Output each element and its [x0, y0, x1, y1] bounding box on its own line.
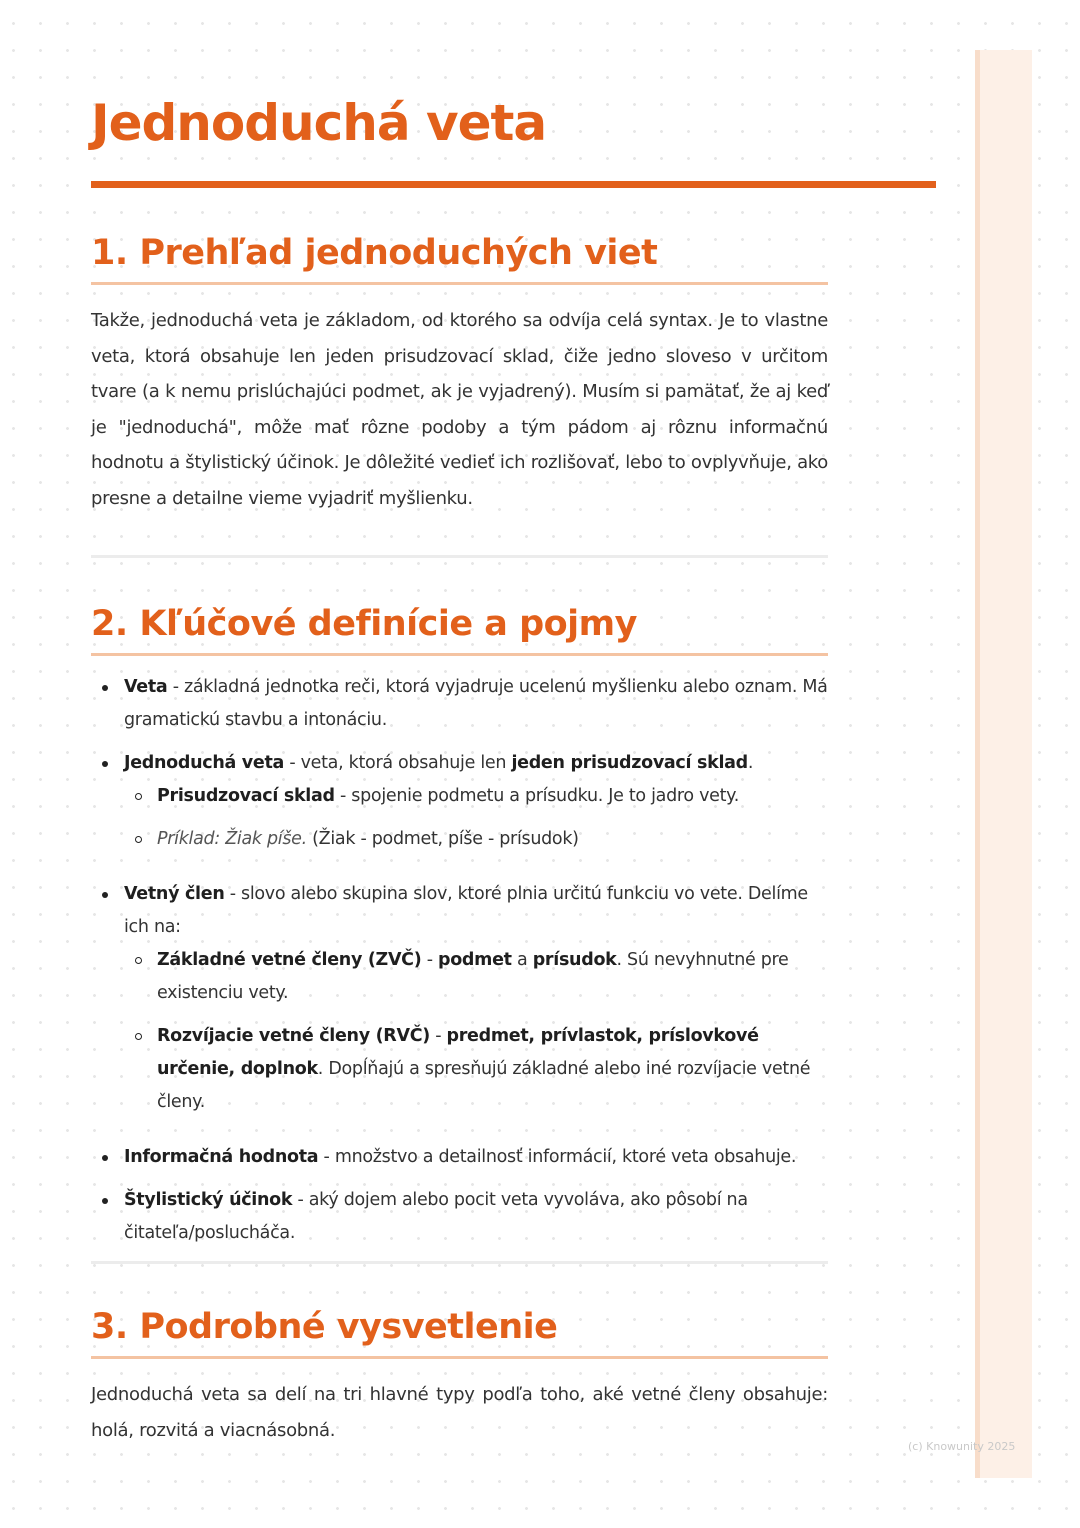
copyright-notice: (c) Knowunity 2025: [908, 1440, 1016, 1453]
term-description: - množstvo a detailnosť informácií, ktoré veta obsahuje.: [318, 1147, 797, 1167]
section-definitions: [91, 603, 828, 1250]
term-label: Veta: [124, 677, 168, 697]
list-item: [91, 878, 828, 1119]
document-title: Jednoduchá veta: [91, 94, 547, 152]
term-description-end: .: [747, 753, 754, 773]
section-divider: [91, 555, 828, 558]
term-description: . Dopĺňajú a spresňujú základné alebo iné rozvíjacie vetné členy.: [157, 1059, 811, 1112]
term-label: Vetný člen: [124, 884, 225, 904]
term-label: Jednoduchá veta: [124, 753, 285, 773]
term-emphasis: jeden prisudzovací sklad: [511, 753, 748, 773]
list-item: [91, 671, 828, 737]
title-underline: [91, 181, 936, 188]
definitions-list: [91, 671, 828, 1250]
term-connector: a: [511, 950, 533, 970]
sub-list-item: [124, 780, 828, 813]
list-item: [91, 1141, 828, 1174]
term-emphasis: prísudok: [532, 950, 617, 970]
section-paragraph: Takže, jednoduchá veta je základom, od ktorého sa odvíja celá syntax. Je to vlastne veta, ktorá obsahuje len jeden prisudzovací sklad, čiže jedno sloveso v určitom tvare (a k nemu prislúchajúci podmet, ak je vyjadrený). Musím si pamätať, že aj keď je "jednoduchá", môže mať rôzne podoby a tým pádom aj rôznu informačnú hodnotu a štylistický účinok. Je dôležité vedieť ich rozlišovať, lebo to ovplyvňuje, ako presne a detailne vieme vyjadriť myšlienku.: [91, 310, 828, 509]
section-paragraph: Jednoduchá veta sa delí na tri hlavné typy podľa toho, aké vetné členy obsahuje: holá, rozvitá a viacnásobná.: [91, 1384, 828, 1441]
example-explanation: (Žiak - podmet, píše - prísudok): [306, 829, 579, 849]
term-label: Rozvíjacie vetné členy (RVČ): [157, 1026, 430, 1046]
term-description: - základná jednotka reči, ktorá vyjadruje ucelenú myšlienku alebo oznam. Má gramatickú stavbu a intonáciu.: [124, 677, 828, 730]
sub-list-item: [124, 944, 828, 1010]
list-item: [91, 1184, 828, 1250]
sub-list-item: [124, 823, 828, 856]
term-label: Základné vetné členy (ZVČ): [157, 950, 422, 970]
term-label: Štylistický účinok: [124, 1190, 293, 1210]
term-description: - spojenie podmetu a prísudku. Je to jadro vety.: [334, 786, 739, 806]
section-heading-underline: [91, 653, 828, 656]
section-explanation: [91, 1306, 828, 1448]
term-label: Informačná hodnota: [124, 1147, 319, 1167]
section-heading-underline: [91, 1356, 828, 1359]
section-heading: 1. Prehľad jednoduchých viet: [91, 233, 658, 273]
term-description: - aký dojem alebo pocit veta vyvoláva, ako pôsobí na čitateľa/poslucháča.: [124, 1190, 748, 1243]
term-description: . Sú nevyhnutné pre existenciu vety.: [157, 950, 789, 1003]
term-separator: -: [421, 950, 438, 970]
term-emphasis: podmet: [437, 950, 512, 970]
term-label: Prisudzovací sklad: [157, 786, 335, 806]
sub-list: [124, 944, 828, 1119]
example-text: Príklad: Žiak píše.: [157, 829, 307, 849]
sub-list: [124, 780, 828, 856]
section-divider: [91, 1261, 828, 1264]
section-heading: 2. Kľúčové definície a pojmy: [91, 604, 637, 644]
term-description: - veta, ktorá obsahuje len: [284, 753, 512, 773]
sub-list-item: [124, 1020, 828, 1119]
term-emphasis: predmet, prívlastok, príslovkové určenie, doplnok: [157, 1026, 759, 1079]
term-description: - slovo alebo skupina slov, ktoré plnia určitú funkciu vo vete. Delíme ich na:: [124, 884, 808, 937]
term-separator: -: [429, 1026, 447, 1046]
section-heading: 3. Podrobné vysvetlenie: [91, 1307, 558, 1347]
side-margin-strip: [975, 50, 1032, 1478]
list-item: [91, 747, 828, 856]
section-heading-underline: [91, 282, 828, 285]
section-overview: [91, 232, 828, 516]
